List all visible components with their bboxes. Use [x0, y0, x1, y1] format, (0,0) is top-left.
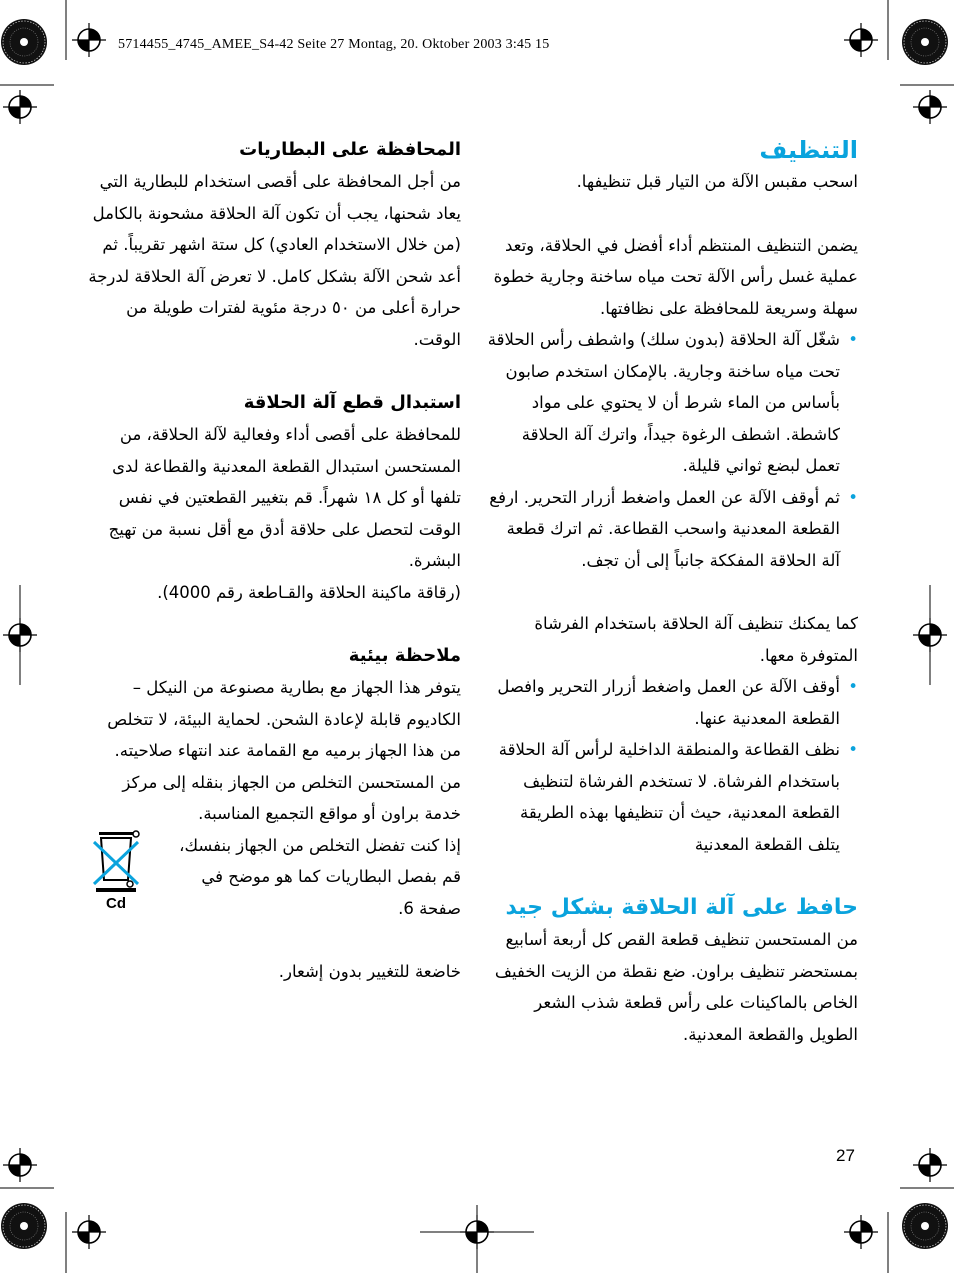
environment-paragraph: يتوفر هذا الجهاز مع بطارية مصنوعة من النيكل – الكاديوم قابلة لإعادة الشحن. لحماية البيئة، لا تتخلص من هذا الجهاز برميه مع القمامة عند انتهاء صلاحيته. من المستحسن التخلص من الجهاز بنقله إلى مركز خدمة براون أو مواقع التجميع المناسبة.: [107, 678, 461, 823]
list-item: • ثم أوقف الآلة عن العمل واضغط أزرار التحرير. ارفع القطعة المعدنية واسحب القطاعة. ثم اترك قطعة آلة الحلاقة المفككة جانباً إلى أن تجف.: [486, 482, 858, 577]
page-number: 27: [836, 1146, 855, 1165]
cleaning-paragraph: يضمن التنظيف المنتظم أداء أفضل في الحلاقة، وتعد عملية غسل رأس الآلة تحت مياه ساخنة وجارية خطوة سهلة وسريعة للمحافظة على نظافتها.: [493, 235, 858, 318]
replace-part-number: (رقاقة ماكينة الحلاقة والقـاطعة رقم 4000).: [157, 582, 461, 602]
environment-paragraph-2: إذا كنت تفضل التخلص من الجهاز بنفسك، قم بفصل البطاريات كما هو موضح في صفحة 6.: [179, 835, 461, 918]
list-item: • نظف القطاعة والمنطقة الداخلية لرأس آلة الحلاقة باستخدام الفرشاة. لا تستخدم الفرشاة لتنظيف القطعة المعدنية، حيث أن تنظيفها بهذه الطريقة يتلف القطعة المعدنية: [486, 734, 858, 860]
bullet-icon: •: [848, 740, 858, 759]
replace-title: استبدال قطع آلة الحلاقة: [243, 392, 461, 413]
cd-label: Cd: [106, 895, 126, 912]
corner-star-top-left: [1, 19, 47, 65]
corner-star-top-right: [902, 19, 948, 65]
cleaning-intro: اسحب مقبس الآلة من التيار قبل تنظيفها.: [576, 172, 858, 191]
cleaning-title: التنظيف: [759, 136, 858, 164]
list-item: • أوقف الآلة عن العمل واضغط أزرار التحرير وافصل القطعة المعدنية عنها.: [486, 671, 858, 734]
list-item: • شغّل آلة الحلاقة (بدون سلك) واشطف رأس الحلاقة تحت مياه ساخنة وجارية. بالإمكان استخدم صابون بأساس من الماء شرط أن لا يحتوي على مواد كاشطة. اشطف الرغوة جيداً، واترك آلة الحلاقة تعمل لبضع ثواني قليلة.: [486, 324, 858, 482]
corner-star-bottom-left: [1, 1203, 47, 1249]
battery-title: المحافظة على البطاريات: [239, 139, 461, 160]
notice-text: خاضعة للتغيير بدون إشعار.: [278, 962, 461, 981]
battery-paragraph: من أجل المحافظة على أقصى استخدام للبطارية التي يعاد شحنها، يجب أن تكون آلة الحلاقة مشحونة بالكامل (من خلال الاستخدام العادي) كل ستة اشهر تقريباً. ثم أعد شحن الآلة بشكل كامل. لا تعرض آلة الحلاقة لدرجة حرارة أعلى من ٥٠ درجة مئوية لفترات طويلة من الوقت.: [88, 172, 461, 349]
bullet-icon: •: [848, 330, 858, 349]
right-column: [486, 134, 858, 1050]
care-title: حافظ على آلة الحلاقة بشكل جيد: [505, 895, 858, 920]
corner-star-bottom-right: [902, 1203, 948, 1249]
cleaning-bullets: [486, 324, 858, 576]
brush-bullets: [486, 671, 858, 860]
bullet-icon: •: [848, 677, 858, 696]
crossed-bin-icon: [92, 828, 140, 912]
brush-paragraph: كما يمكنك تنظيف آلة الحلاقة باستخدام الفرشاة المتوفرة معها.: [534, 614, 858, 665]
bullet-icon: •: [848, 487, 858, 507]
left-column: [88, 134, 461, 988]
care-paragraph: من المستحسن تنظيف قطعة القص كل أربعة أسابيع بمستحضر تنظيف براون. ضع نقطة من الزيت الخفيف الخاص بالماكينات على رأس قطعة شذب الشعر الطويل والقطعة المعدنية.: [494, 930, 858, 1044]
environment-title: ملاحظة بيئية: [348, 645, 461, 666]
replace-paragraph: للمحافظة على أقصى أداء وفعالية لآلة الحلاقة، من المستحسن استبدال القطعة المعدنية والقطاعة لدى تلفها أو كل ١٨ شهراً. قم بتغيير القطعتين في نفس الوقت لتحصل على حلاقة أدق مع أقل نسبة من تهيج البشرة.: [108, 425, 461, 570]
print-header: 5714455_4745_AMEE_S4-42 Seite 27 Montag, 20. Oktober 2003 3:45 15: [118, 37, 550, 52]
